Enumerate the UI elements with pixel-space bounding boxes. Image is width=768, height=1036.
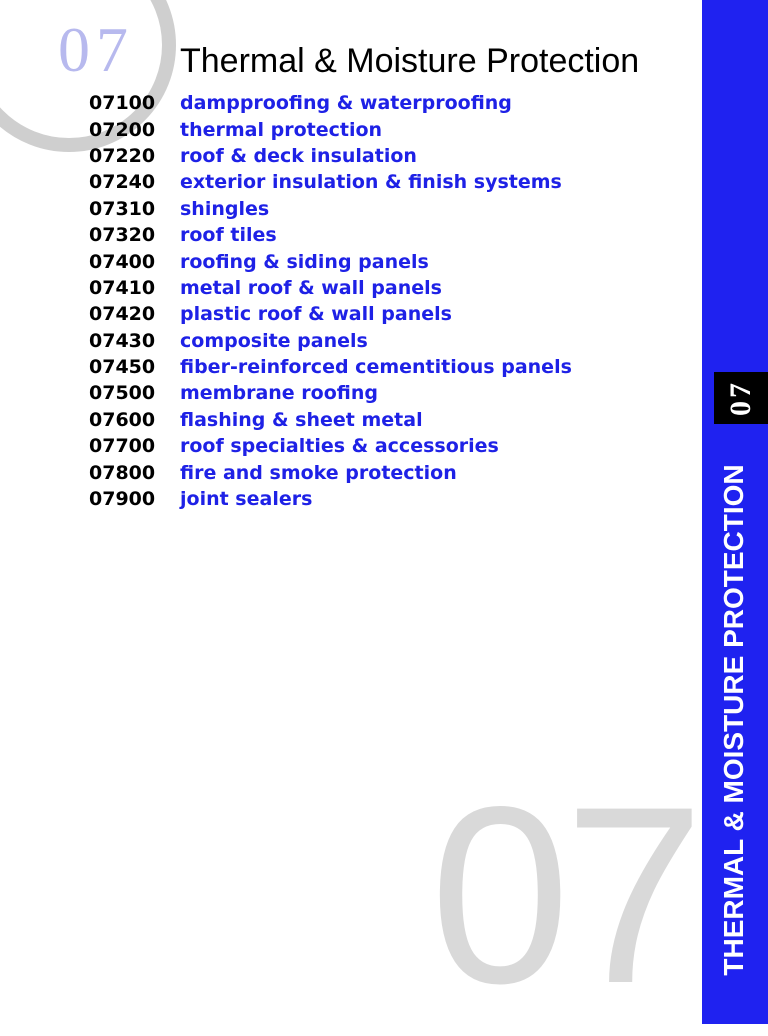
section-link[interactable]: dampproofing & waterproofing <box>180 92 512 115</box>
section-link[interactable]: composite panels <box>180 329 368 352</box>
section-link[interactable]: fire and smoke protection <box>180 461 457 484</box>
section-link[interactable]: exterior insulation & finish systems <box>180 171 562 194</box>
section-code: 07200 <box>89 118 156 141</box>
chapter-number: 07 <box>58 14 134 85</box>
list-item[interactable] <box>89 407 572 433</box>
watermark-number: 07 <box>430 755 699 1036</box>
section-link[interactable]: fiber-reinforced cementitious panels <box>180 356 572 379</box>
section-code: 07700 <box>89 435 156 458</box>
section-list <box>89 90 572 512</box>
list-item[interactable] <box>89 196 572 222</box>
section-link[interactable]: metal roof & wall panels <box>180 276 442 299</box>
list-item[interactable] <box>89 459 572 485</box>
page-title: Thermal & Moisture Protection <box>180 42 640 80</box>
section-link[interactable]: roof & deck insulation <box>180 144 417 167</box>
section-link[interactable]: plastic roof & wall panels <box>180 303 452 326</box>
list-item[interactable] <box>89 354 572 380</box>
list-item[interactable] <box>89 143 572 169</box>
section-code: 07450 <box>89 356 156 379</box>
section-code: 07900 <box>89 488 156 511</box>
section-code: 07600 <box>89 408 156 431</box>
list-item[interactable] <box>89 380 572 406</box>
section-code: 07100 <box>89 92 156 115</box>
list-item[interactable] <box>89 248 572 274</box>
list-item[interactable] <box>89 169 572 195</box>
side-tab-number[interactable] <box>714 372 768 424</box>
section-code: 07400 <box>89 250 156 273</box>
section-code: 07420 <box>89 303 156 326</box>
section-code: 07220 <box>89 144 156 167</box>
section-link[interactable]: roof specialties & accessories <box>180 435 499 458</box>
list-item[interactable] <box>89 433 572 459</box>
list-item[interactable] <box>89 486 572 512</box>
section-link[interactable]: roofing & siding panels <box>180 250 429 273</box>
list-item[interactable] <box>89 328 572 354</box>
section-code: 07430 <box>89 329 156 352</box>
side-tab-title: THERMAL & MOISTURE PROTECTION <box>718 464 749 976</box>
section-code: 07310 <box>89 197 156 220</box>
section-link[interactable]: roof tiles <box>180 224 277 247</box>
section-code: 07240 <box>89 171 156 194</box>
section-link[interactable]: flashing & sheet metal <box>180 408 423 431</box>
section-code: 07500 <box>89 382 156 405</box>
section-link[interactable]: shingles <box>180 197 270 220</box>
list-item[interactable] <box>89 275 572 301</box>
section-link[interactable]: joint sealers <box>180 488 313 511</box>
list-item[interactable] <box>89 222 572 248</box>
list-item[interactable] <box>89 116 572 142</box>
list-item[interactable] <box>89 301 572 327</box>
section-link[interactable]: thermal protection <box>180 118 383 141</box>
section-code: 07410 <box>89 276 156 299</box>
list-item[interactable] <box>89 90 572 116</box>
section-code: 07320 <box>89 224 156 247</box>
section-code: 07800 <box>89 461 156 484</box>
side-tab-number-text: 07 <box>724 380 757 416</box>
section-link[interactable]: membrane roofing <box>180 382 378 405</box>
